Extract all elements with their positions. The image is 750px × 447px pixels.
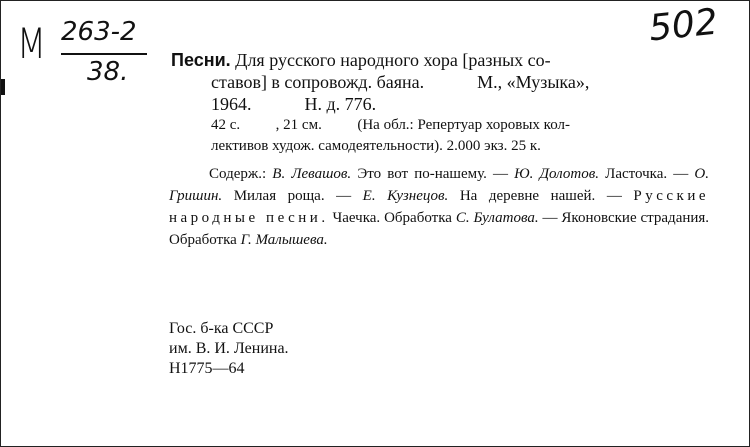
contents-title: — Яконовские страдания. Обработка <box>169 210 710 248</box>
title-block <box>171 49 711 115</box>
bibliographic-entry <box>171 49 711 157</box>
shelfmark-fraction-line <box>61 53 147 55</box>
contents-author: Г. Малышева. <box>240 232 328 248</box>
size: , 21 см. <box>275 117 322 133</box>
contents-author: В. Левашов. <box>272 166 352 182</box>
contents-title: На деревне нашей. — <box>459 188 622 204</box>
title-line-1: Для русского народного хора [разных со- <box>235 50 551 70</box>
contents-note <box>169 163 709 251</box>
shelfmark-numerator: 263-2 <box>61 17 137 47</box>
title-line-2: ставов] в сопровожд. баяна. <box>211 72 425 92</box>
library-name: Гос. б-ка СССР <box>169 320 274 337</box>
contents-author: Е. Кузнецов. <box>362 188 449 204</box>
year: 1964. <box>211 94 252 114</box>
contents-label: Содерж.: <box>209 166 267 182</box>
contents-author: С. Булатова. <box>455 210 539 226</box>
contents-title: Это вот по-нашему. — <box>357 166 508 182</box>
entry-heading: Песни. <box>171 50 231 70</box>
contents-author: Ю. Долотов. <box>514 166 599 182</box>
contents-author: Русские народные песни. <box>169 188 710 226</box>
contents-author: О. Гришин. <box>169 166 709 204</box>
series-line-1: (На обл.: Репертуар хоровых кол- <box>357 117 570 133</box>
pages: 42 с. <box>211 117 241 133</box>
contents-title: Милая роща. — <box>233 188 352 204</box>
shelfmark-letter: М <box>17 19 46 68</box>
publisher: М., «Музыка», <box>477 72 590 92</box>
physical-description <box>171 115 711 157</box>
series-line-2: лективов худож. самодеятельности). 2.000 экз. 25 к. <box>211 138 541 154</box>
contents-title: Ласточка. — <box>605 166 689 182</box>
holdings-stamp <box>169 319 289 379</box>
accession-number: Н1775—64 <box>169 360 245 377</box>
library-name-2: им. В. И. Ленина. <box>169 340 289 357</box>
punch-hole-mark <box>1 79 5 95</box>
price-code: Н. д. 776. <box>304 94 377 114</box>
card-number: 502 <box>647 1 720 50</box>
contents-title: Чаечка. Обработка <box>332 210 452 226</box>
shelfmark-denominator: 38. <box>87 57 129 87</box>
